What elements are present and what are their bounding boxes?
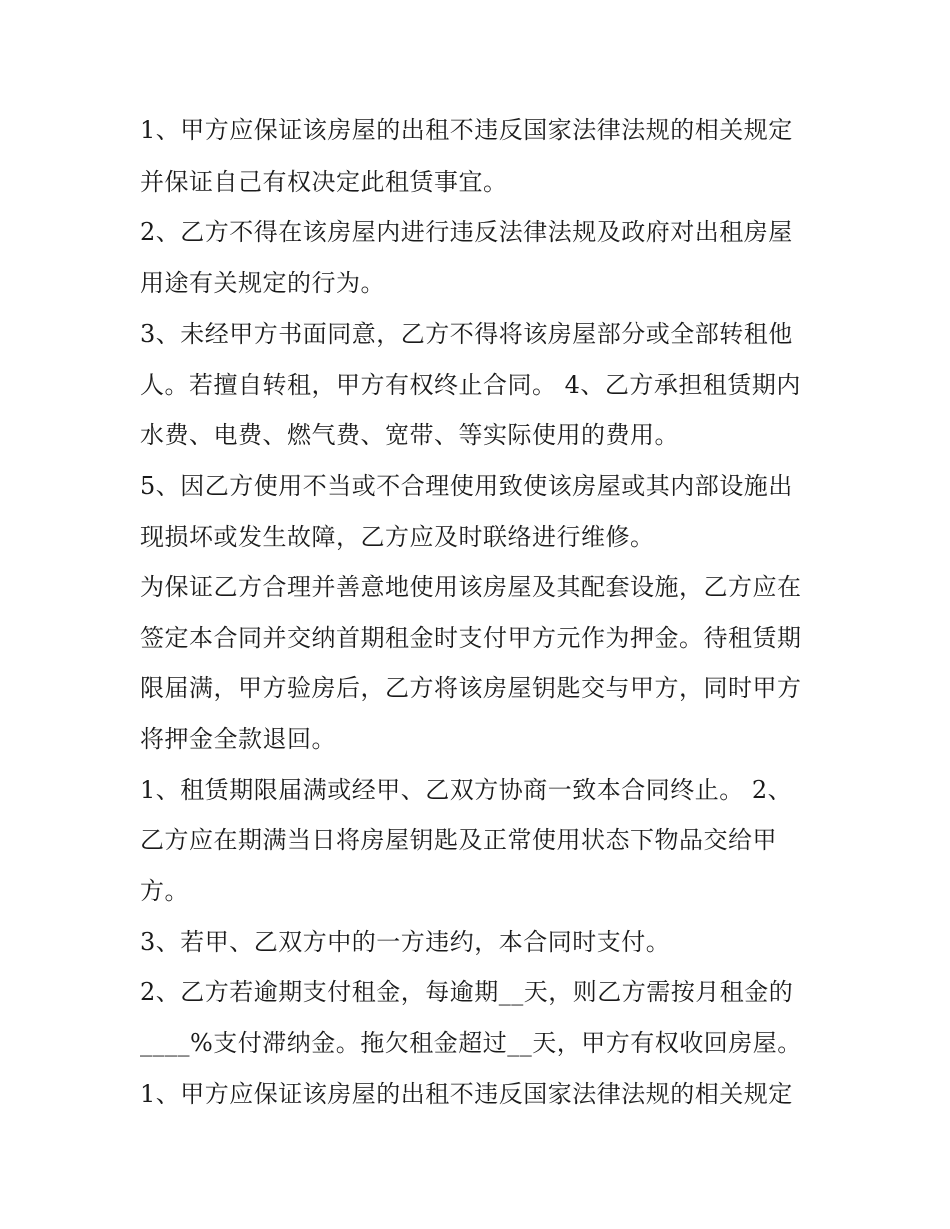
text-line: 水费、电费、燃气费、宽带、等实际使用的费用。 — [140, 421, 679, 449]
text-line: 3、若甲、乙双方中的一方违约，本合同时支付。 — [140, 928, 671, 956]
text-line: 乙方应在期满当日将房屋钥匙及正常使用状态下物品交给甲 — [140, 826, 777, 854]
text-line: 1、租赁期限届满或经甲、乙双方协商一致本合同终止。 2、 — [140, 776, 793, 804]
text-line: 5、因乙方使用不当或不合理使用致使该房屋或其内部设施出 — [140, 472, 793, 500]
text-line: ____%支付滞纳金。拖欠租金超过__天，甲方有权收回房屋。 — [140, 1029, 802, 1057]
text-line: 2、乙方不得在该房屋内进行违反法律法规及政府对出租房屋 — [140, 218, 793, 246]
text-line: 现损坏或发生故障，乙方应及时联络进行维修。 — [140, 523, 655, 551]
text-line: 人。若擅自转租，甲方有权终止合同。 4、乙方承担租赁期内 — [140, 371, 801, 399]
text-line: 方。 — [140, 877, 189, 905]
text-line: 限届满，甲方验房后，乙方将该房屋钥匙交与甲方，同时甲方 — [140, 674, 802, 702]
text-line: 为保证乙方合理并善意地使用该房屋及其配套设施，乙方应在 — [140, 573, 802, 601]
text-line: 1、甲方应保证该房屋的出租不违反国家法律法规的相关规定 — [140, 1080, 793, 1108]
text-line: 用途有关规定的行为。 — [140, 269, 385, 297]
text-line: 1、甲方应保证该房屋的出租不违反国家法律法规的相关规定 — [140, 116, 793, 144]
text-line: 并保证自己有权决定此租赁事宜。 — [140, 168, 508, 196]
text-line: 2、乙方若逾期支付租金，每逾期__天，则乙方需按月租金的 — [140, 978, 794, 1006]
text-line: 3、未经甲方书面同意，乙方不得将该房屋部分或全部转租他 — [140, 320, 793, 348]
text-line: 将押金全款退回。 — [140, 725, 336, 753]
text-line: 签定本合同并交纳首期租金时支付甲方元作为押金。待租赁期 — [140, 624, 802, 652]
